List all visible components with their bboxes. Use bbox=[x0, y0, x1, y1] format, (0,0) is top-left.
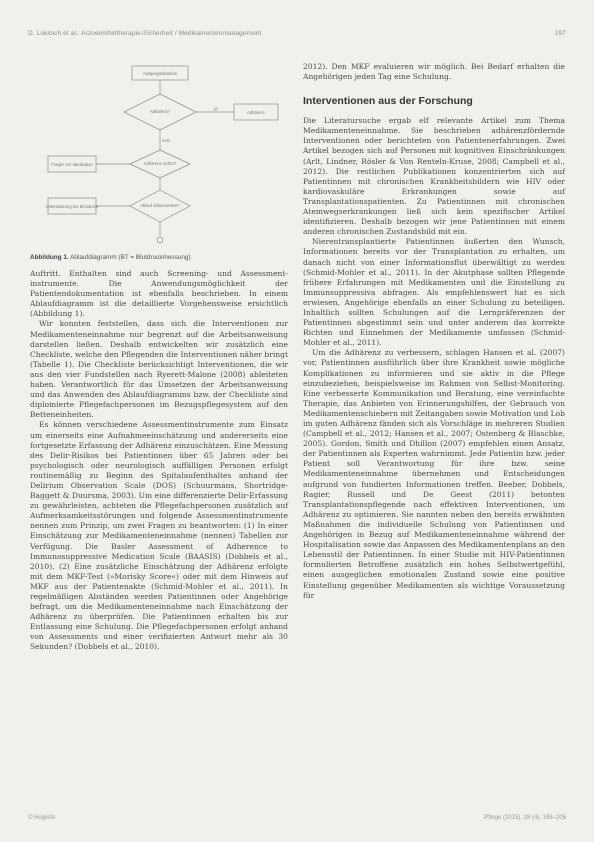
flow-adherent-label: Adhärenz bbox=[247, 110, 265, 115]
flow-unsure-label: Fragen zur Medikation bbox=[51, 162, 93, 167]
left-paragraph-3: Es können verschiedene Assessmentinstrumente zum Einsatz um einerseits eine Aufnahmeeinschätzung und andererseits eine fortgesetzte Erfassung der Adhärenz einzuschätzen. Eine Messung des Delir-Risikos bei Patientinnen über 65 Jahren oder bei psychologisch oder neurologisch auffälligen Personen erfolgt routinemäßig zu Beginn des Spitalaufenthaltes anhand der Delirium Observation Scale (DOS) (Schuurmans, Shortridge-Baggett & Duursma, 2003). Um eine differenzierte Delir-Erfassung zu gewährleisten, achteten die Pflegefachpersonen zusätzlich auf Aufmerksamkeitsstörungen und folgende Assessmentinstrumente nennen zum Prinzip, um zwei Fragen zu beantworten: (1) In einer Einschätzung zur Medikamenteneinnahme (nennen) Tabellen zur Verfügung. Die Basler Assessment of Adherence to Immunosuppressive Medication Scale (BAASIS) (Dobbels et al., 2010). (2) Eine zusätzliche Einschätzung der Adhärenz erfolgte mit dem MKF-Test (»Morisky Score«) oder mit dem Hinweis auf MKF aus der Patientenakte (Schmid-Mohler et al., 2011). In regelmäßigen Abständen werden Patientinnen oder Angehörige befragt, um die Medikamenteneinnahme nach Einschätzung der Adhärenz zu überprüfen. Die Patientinnen erhalten bis zur Entlassung eine Schulung. Die Pflegefachpersonen erfolgt anhand von Assessments und einer verifizierten Antwort mehr als 30 Sekunden? (Dobbels et al., 2010). bbox=[30, 420, 288, 652]
flowchart-svg bbox=[30, 60, 288, 250]
figure-caption-text: Ablaufdiagramm (BT = Blutdruckmessung) bbox=[70, 254, 191, 261]
left-paragraph-1: Auftritt. Enthalten sind auch Screening- und Assessment-instrumente. Die Anwendungsmöglichkeit der Patientendokumentation ist ebenfalls beschrieben. In einem Ablaufdiagramm ist die detaillierte Vorgehensweise ersichtlich (Abbildung 1). bbox=[30, 269, 288, 319]
right-paragraph-2: Nierentransplantierte Patientinnen äußerten den Wunsch, Informationen bereits vor der Transplantation zu erhalten, um danach nicht von einer Informationsflut überwältigt zu werden (Schmid-Mohler et al., 2011). In der Akutphase sollten Pflegende frühere Erfahrungen mit Medikamenten und die Einstellung zu Immunsuppressiva abfragen. Als empfehlenswert hat es sich erwiesen, Angehörige ebenfalls an einer Schulung zu beteiligen. Inhaltlich sollten Schulungen auf die Lernpräferenzen der Patientinnen abgestimmt sein und unter anderem das korrekte Richten und Einnehmen der Medikamente umfassen (Schmid-Mohler et al., 2011). bbox=[303, 237, 565, 348]
left-paragraph-2: Wir konnten feststellen, dass sich die Interventionen zur Medikamenteneinnahme nur begrenzt auf die Arbeitsanweisung darstellen ließen. Deshalb entwickelten wir zusätzlich eine Checkliste, welche den Pflegenden die Interventionen näher bringt (Tabelle 1). Die Checkliste berücksichtigt Interventionen, die wir aus den vier Fundstellen nach Ryerett-Malone (2008) ableiteten haben. Verantwortlich für das Umsetzen der Arbeitsanweisung und das Anwenden des Ablaufdiagramms bzw. der Checkliste sind diplomierte Pflegefachpersonen im Bezugspflegesystem auf den Betteneinheiten. bbox=[30, 319, 288, 420]
left-column bbox=[30, 60, 288, 653]
flow-decision-3-label: Ablauf dokumentiert? bbox=[140, 203, 180, 208]
flow-decision-2-label: Adhärenz sicher? bbox=[143, 161, 177, 166]
running-head bbox=[28, 30, 566, 42]
flowchart-figure bbox=[30, 60, 288, 250]
right-paragraph-1: Die Literatursuche ergab elf relevante Artikel zum Thema Medikamenteneinnahme. Sie beschrieben adhärenzfördernde Interventionen oder berichteten von Patientenerfahrungen. Zwei Artikel bezogen sich auf Personen mit kognitiven Einschränkungen (Arlt, Lindner, Rösler & Von Renteln-Kruse, 2008; Campbell et al., 2012). Die restlichen Publikationen konzentrierten sich auf Patientinnen mit chronischen Krankheitsbildern wie HIV oder kardiovaskuläre Erkrankungen sowie auf Transplantationspatienten. Zu Patientinnen mit chronischen Atemwegserkrankungen ließ sich kein spezifischer Artikel identifizieren. Deshalb bezogen wir jene Patientinnen mit einem anderen chronischen Zustandsbild mit ein. bbox=[303, 116, 565, 237]
footer-citation: Pflege (2015), 28 (4), 195–205 bbox=[484, 815, 566, 821]
figure-caption bbox=[30, 254, 288, 261]
flow-end-node bbox=[157, 237, 163, 243]
flow-yes-label: ja bbox=[214, 106, 218, 111]
flow-support-label: Unterstützung bei Einnahme bbox=[45, 204, 99, 209]
section-heading: Interventionen aus der Forschung bbox=[303, 95, 473, 108]
page-number: 197 bbox=[554, 30, 566, 37]
flow-decision-1-label: Adhärenz? bbox=[149, 109, 171, 114]
right-top-paragraph: 2012). Den MKF evaluieren wir möglich. Bei Bedarf erhalten die Angehörigen jeden Tag eine Schulung. bbox=[303, 62, 565, 82]
footer-publisher: © Hogrefe bbox=[28, 815, 56, 821]
running-head-title: D. Lukitsch et al.: Arzneimitteltherapie-Sicherheit / Medikamentenmanagement bbox=[28, 30, 262, 37]
flow-start-label: Ausgangssituation bbox=[142, 71, 178, 76]
page-footer bbox=[28, 815, 566, 825]
figure-caption-label: Abbildung 1. bbox=[30, 254, 69, 261]
right-column bbox=[303, 62, 565, 601]
right-paragraph-3: Um die Adhärenz zu verbessern, schlagen Hansen et al. (2007) vor, Patientinnen ausführlich über ihre Krankheit sowie mögliche Komplikationen zu informieren und sie aktiv in die Pflege einzubeziehen, beispielsweise im Rahmen von Selbst-Monitoring. Eine verbesserte Kommunikation und Beratung, eine vereinfachte Therapie, das Anbieten von Erinnerungshilfen, der Gebrauch von Medikamentenschiebern mit Zeitangaben sowie Motivation und Lob im guten Adhärenz fänden sich als Vorschläge in mehreren Studien (Campbell et al., 2012; Hansen et al., 2007; Ostenberg & Blaschke, 2005). Gordon, Smith und Dhillon (2007) empfehlen einen Ansatz, der Patientinnen als Experten wahrnimmt. Jede Patientin bzw. jeder Patient soll Verantwortung für ihre bzw. seine Medikamenteneinnahme übernehmen und Entscheidungen aufgrund von fundierten Informationen treffen. Beeber, Dobbels, Ragier, Russell und De Geest (2011) betonten Transplantationspflegende nach effektiven Interventionen, um Adhärenz zu optimieren. Sie nannten neben den bereits erwähnten Maßnahmen die individuelle Schulung von Patientinnen und Angehörigen in Bezug auf Medikamenteneinnahme während der Hospitalisation sowie das Anpassen des Medikamentenplans an den Lebensstil der Patientinnen. In einer Studie mit HIV-Patientinnen formulierten Betroffene zusätzlich ein hohes Selbstwertgefühl, einen ausgeglichen emotionalen Zustand sowie eine positive Einstellung gegenüber Medikamenten als wichtige Voraussetzung für bbox=[303, 348, 565, 600]
flow-no-label: nein bbox=[162, 138, 170, 143]
